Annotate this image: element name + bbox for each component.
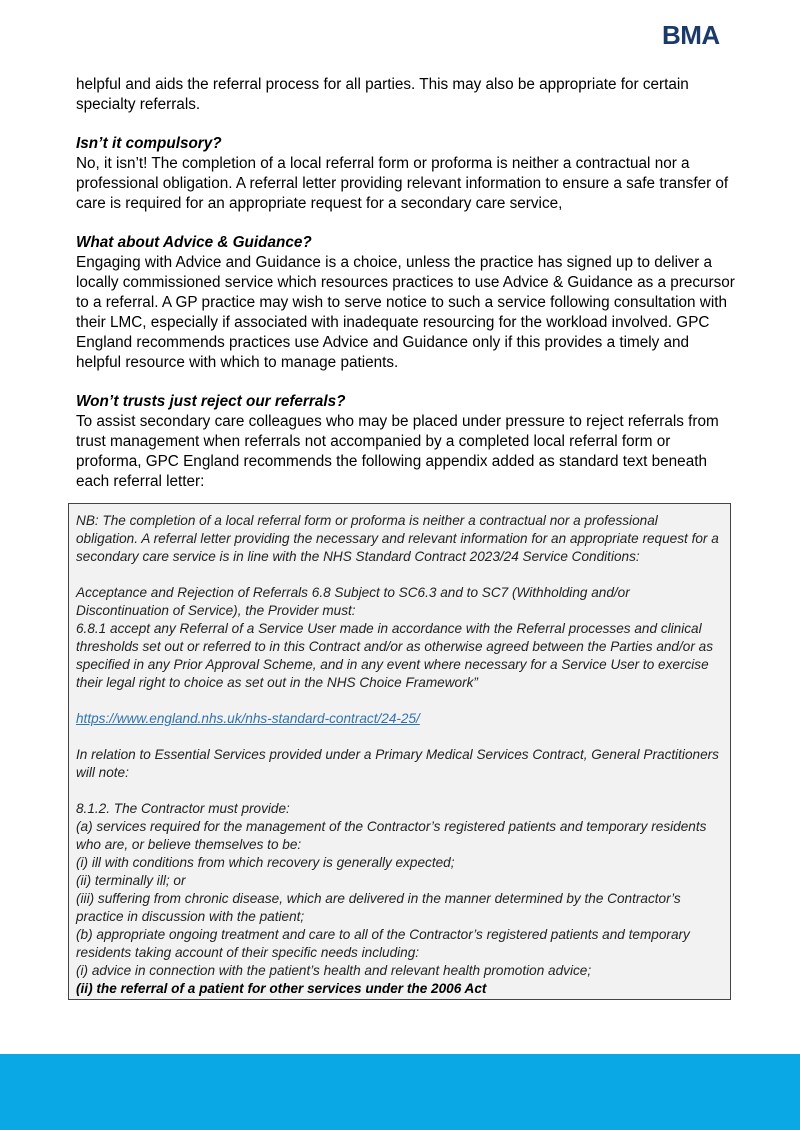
faq-answer: Engaging with Advice and Guidance is a choice, unless the practice has signed up to deliver a locally commissioned service which resources practices to use Advice & Guidance as a precursor to a referral. A GP practice may wish to serve notice to such a service following consultation with their LMC, especially if associated with inadequate resourcing for the workload involved. GPC England recommends practices use Advice and Guidance only if this provides a timely and helpful resource with which to manage patients. (76, 254, 735, 371)
faq-reject-referrals (76, 392, 736, 492)
clause-line: (ii) terminally ill; or (76, 873, 186, 888)
document-body (76, 75, 736, 511)
clause-line: (b) appropriate ongoing treatment and care to all of the Contractor’s registered patients and temporary residents taking account of their specific needs including: (76, 927, 690, 960)
nb-paragraph: NB: The completion of a local referral form or proforma is neither a contractual nor a professional obligation. A referral letter providing the necessary and relevant information for an appropriate request for a secondary care service is in line with the NHS Standard Contract 2023/24 Service Conditions: (76, 513, 719, 564)
faq-question: Isn’t it compulsory? (76, 135, 222, 152)
faq-question: Won’t trusts just reject our referrals? (76, 393, 346, 410)
clause-6-8-1: 6.8.1 accept any Referral of a Service User made in accordance with the Referral processes and clinical thresholds set out or referred to in this Contract and/or as otherwise agreed between the Parties and/or as specified in any Prior Approval Scheme, and in any event where necessary for a Service User to exercise their legal right to choice as set out in the NHS Choice Framework” (76, 621, 713, 690)
nhs-contract-link[interactable]: https://www.england.nhs.uk/nhs-standard-contract/24-25/ (76, 711, 420, 726)
appendix-text-box (68, 503, 731, 1000)
footer-color-band (0, 1054, 800, 1130)
clause-line: (a) services required for the management of the Contractor’s registered patients and temporary residents who are, or believe themselves to be: (76, 819, 707, 852)
clause-line: (iii) suffering from chronic disease, which are delivered in the manner determined by the Contractor’s practice in discussion with the patient; (76, 891, 681, 924)
acceptance-heading: Acceptance and Rejection of Referrals 6.8 Subject to SC6.3 and to SC7 (Withholding and/or Discontinuation of Service), the Provider must: (76, 585, 630, 618)
faq-question: What about Advice & Guidance? (76, 234, 312, 251)
faq-answer: To assist secondary care colleagues who may be placed under pressure to reject referrals from trust management when referrals not accompanied by a completed local referral form or proforma, GPC England recommends the following appendix added as standard text beneath each referral letter: (76, 413, 719, 490)
acceptance-rejection-clause (76, 584, 722, 692)
intro-paragraph: helpful and aids the referral process for all parties. This may also be appropriate for certain specialty referrals. (76, 76, 689, 113)
bma-logo: BMA (662, 20, 720, 50)
clause-line: (i) advice in connection with the patient’s health and relevant health promotion advice; (76, 963, 592, 978)
clause-line: (i) ill with conditions from which recovery is generally expected; (76, 855, 455, 870)
clause-8-1-2 (76, 800, 722, 998)
contract-link-paragraph (76, 710, 722, 728)
referral-clause-bold: (ii) the referral of a patient for other services under the 2006 Act (76, 981, 487, 996)
faq-compulsory (76, 134, 736, 214)
faq-answer: No, it isn’t! The completion of a local referral form or proforma is neither a contractual nor a professional obligation. A referral letter providing relevant information to ensure a safe transfer of care is required for an appropriate request for a secondary care service, (76, 155, 729, 212)
essential-services-note: In relation to Essential Services provided under a Primary Medical Services Contract, General Practitioners will note: (76, 747, 719, 780)
faq-advice-guidance (76, 233, 736, 373)
clause-8-1-2-title: 8.1.2. The Contractor must provide: (76, 801, 290, 816)
